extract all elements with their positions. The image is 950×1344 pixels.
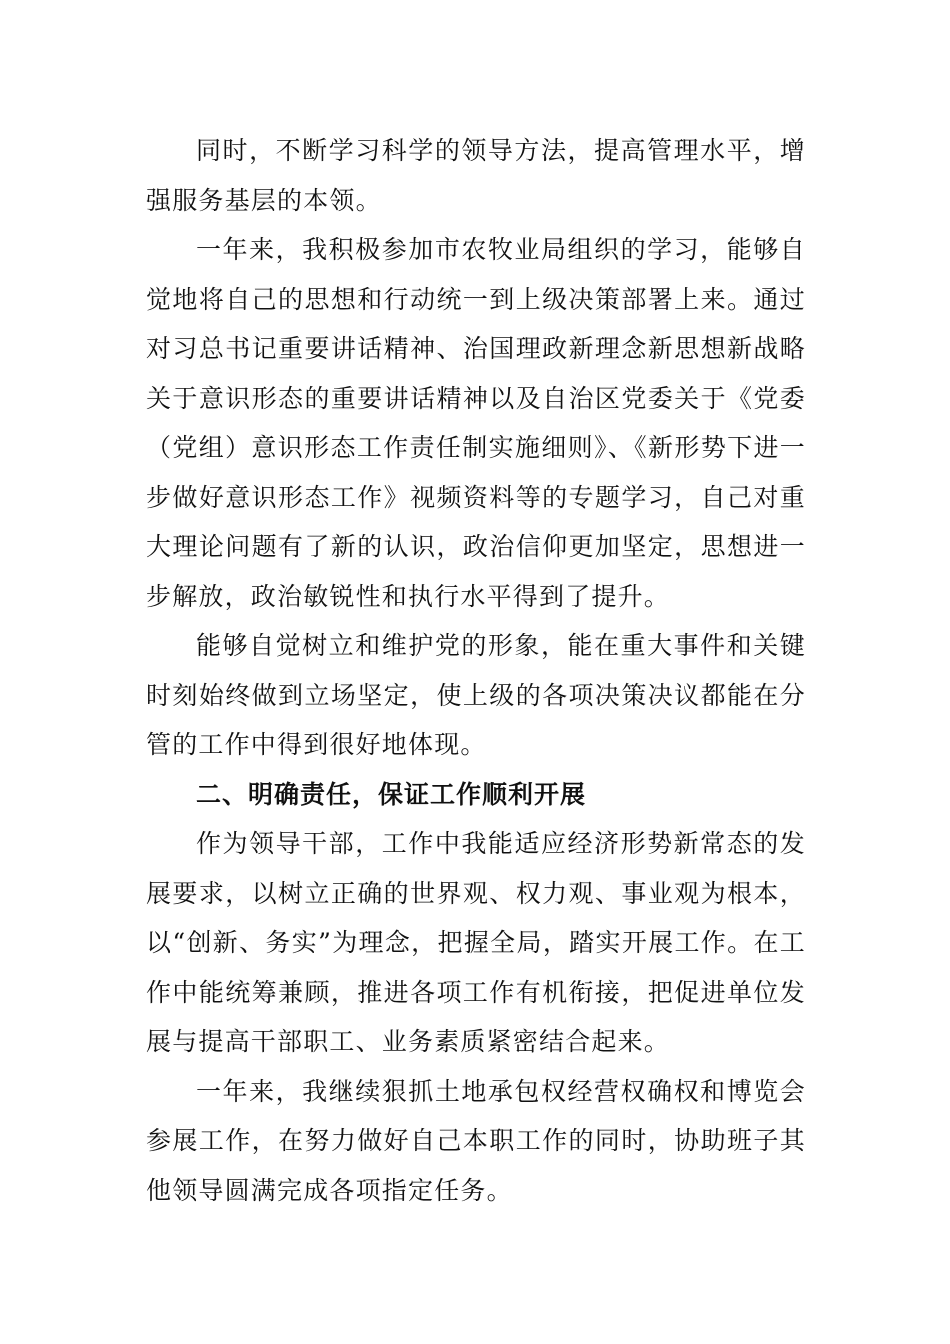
section-heading: 二、明确责任，保证工作顺利开展 [196,779,587,809]
paragraph-1: 同时，不断学习科学的领导方法，提高管理水平，增强服务基层的本领。 [146,136,806,215]
paragraph-4: 作为领导干部，工作中我能适应经济形势新常态的发展要求，以树立正确的世界观、权力观、事业观为根本，以“创新、务实”为理念，把握全局，踏实开展工作。在工作中能统筹兼顾，推进各项工作有机衔接，把促进单位发展与提高干部职工、业务素质紧密结合起来。 [146,829,806,1056]
paragraph-2: 一年来，我积极参加市农牧业局组织的学习，能够自觉地将自己的思想和行动统一到上级决策部署上来。通过对习总书记重要讲话精神、治国理政新理念新思想新战略关于意识形态的重要讲话精神以及自治区党委关于《党委（党组）意识形态工作责任制实施细则》、《新形势下进一步做好意识形态工作》视频资料等的专题学习，自己对重大理论问题有了新的认识，政治信仰更加坚定，思想进一步解放，政治敏锐性和执行水平得到了提升。 [146,235,806,611]
paragraph-3: 能够自觉树立和维护党的形象，能在重大事件和关键时刻始终做到立场坚定，使上级的各项决策决议都能在分管的工作中得到很好地体现。 [146,631,806,759]
document-body [146,126,806,1215]
paragraph-5: 一年来，我继续狠抓土地承包权经营权确权和博览会参展工作，在努力做好自己本职工作的同时，协助班子其他领导圆满完成各项指定任务。 [146,1076,806,1205]
